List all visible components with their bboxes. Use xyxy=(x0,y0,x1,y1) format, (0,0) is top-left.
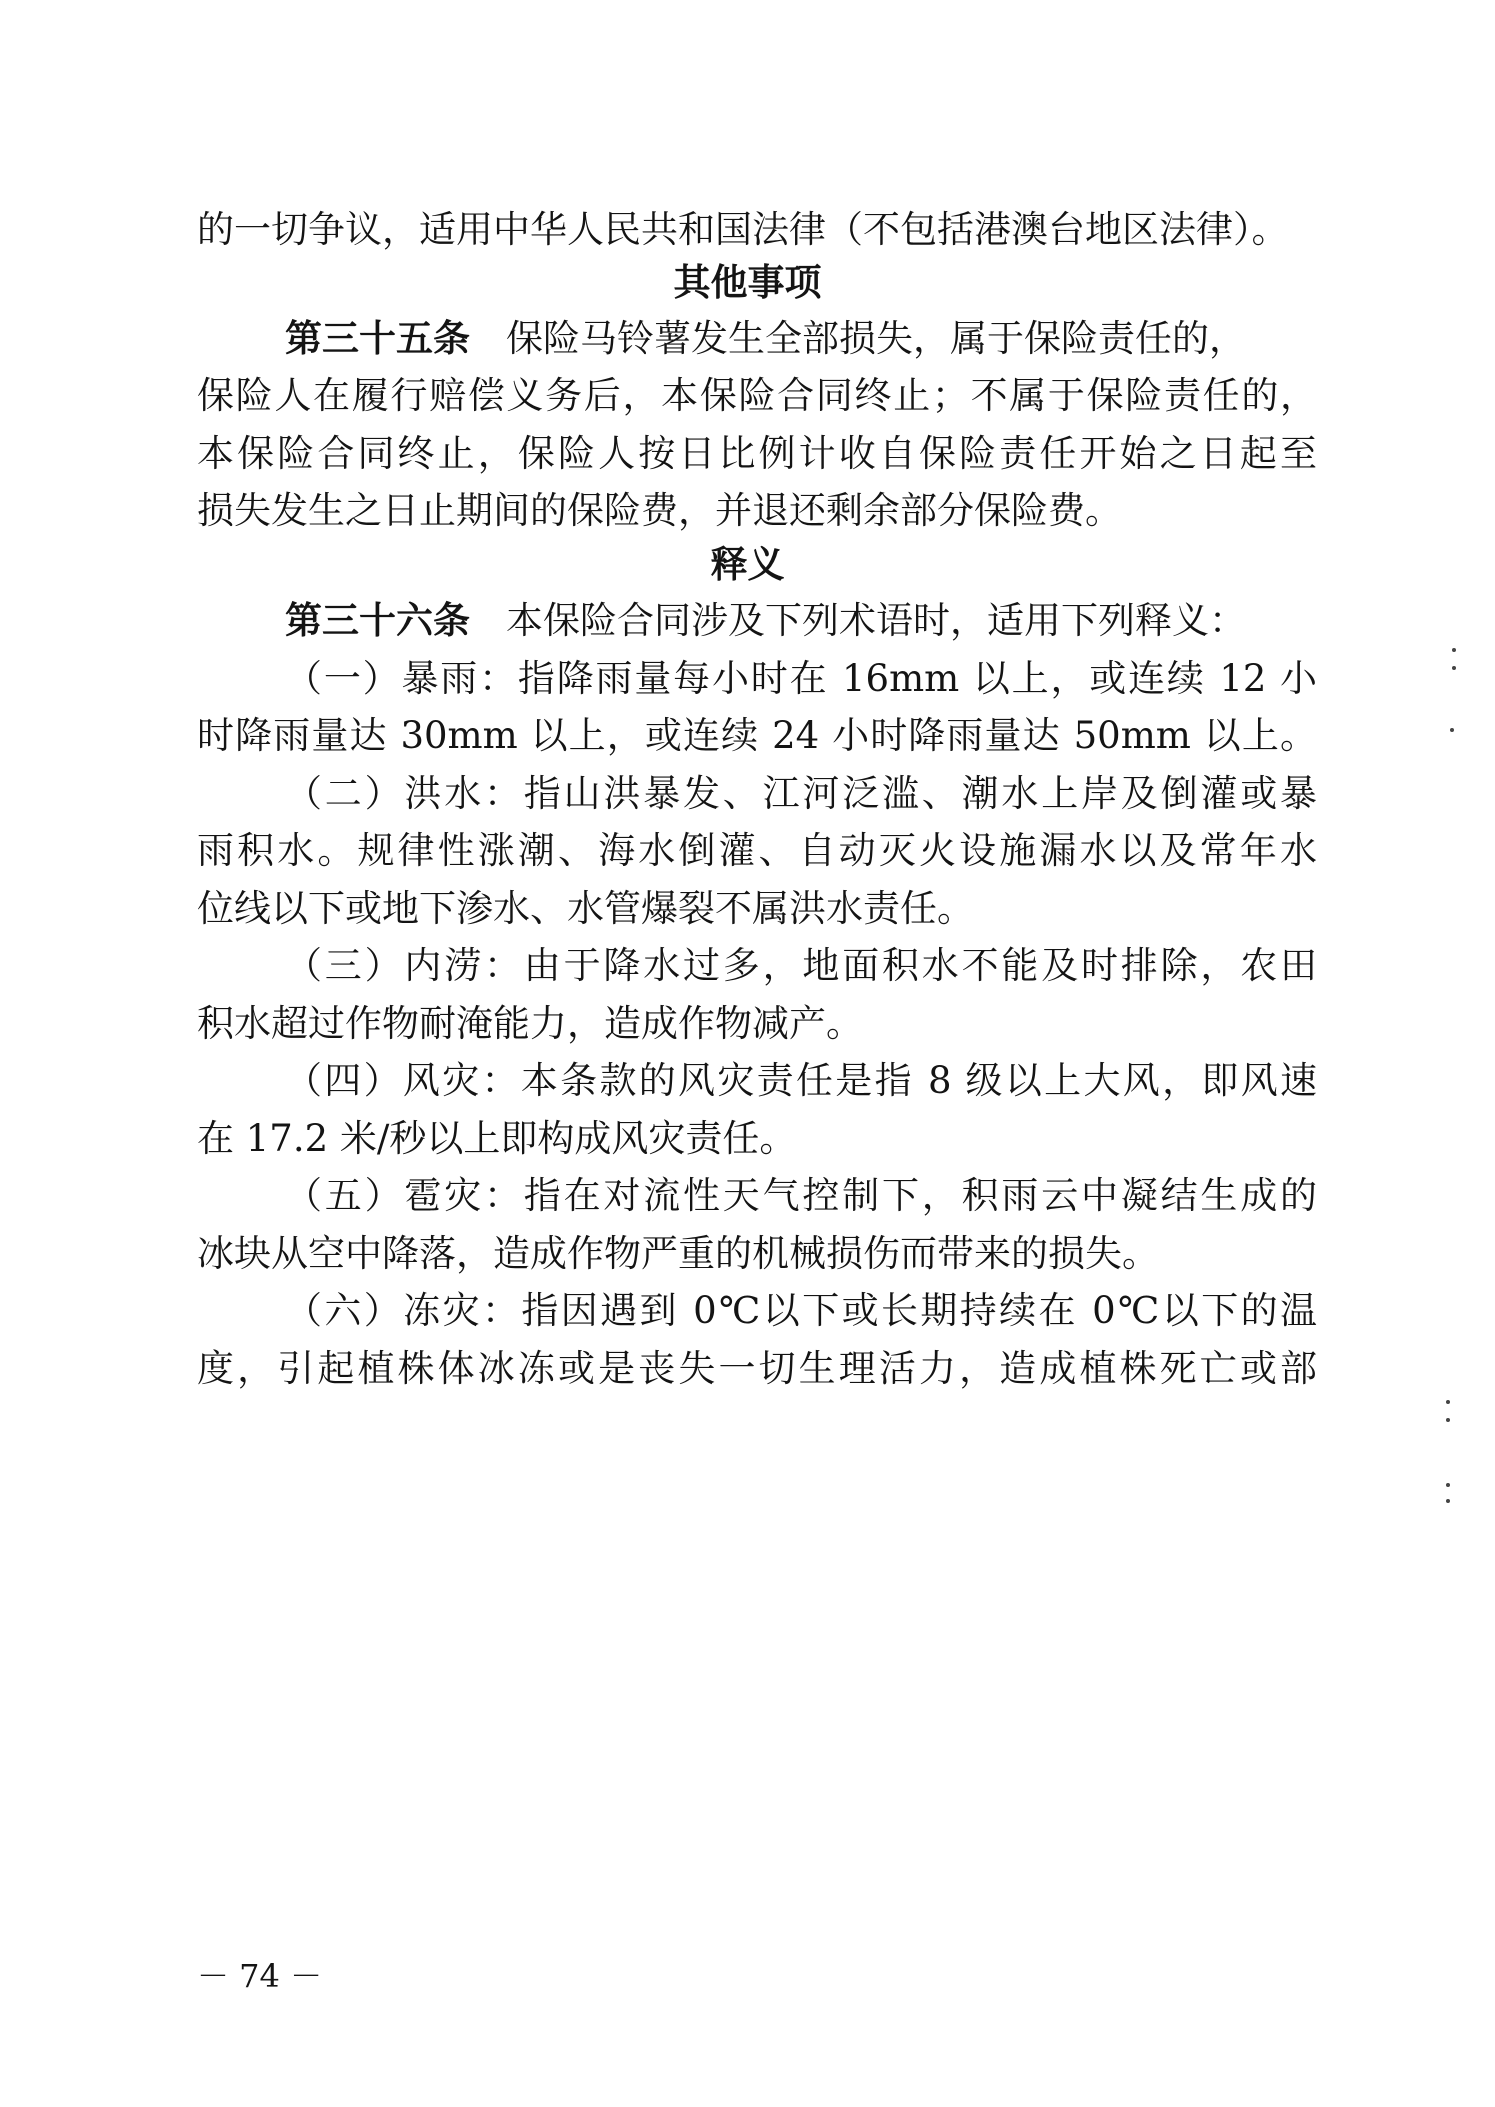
definition-line: （三）内涝：由于降水过多，地面积水不能及时排除，农田 xyxy=(285,944,1317,987)
definition-line: （六）冻灾：指因遇到 0℃以下或长期持续在 0℃以下的温 xyxy=(285,1289,1317,1332)
scan-speck xyxy=(1446,1400,1450,1404)
article-36-line xyxy=(285,596,1317,646)
paragraph-line: 在 17.2 米/秒以上即构成风灾责任。 xyxy=(197,1117,797,1160)
section-heading-definitions: 释义 xyxy=(710,543,785,586)
definition-line: （二）洪水：指山洪暴发、江河泛滥、潮水上岸及倒灌或暴 xyxy=(285,772,1317,815)
scan-speck xyxy=(1446,1499,1450,1503)
paragraph-line: 冰块从空中降落，造成作物严重的机械损伤而带来的损失。 xyxy=(197,1232,1159,1275)
paragraph-line: 本保险合同终止，保险人按日比例计收自保险责任开始之日起至 xyxy=(197,432,1317,475)
section-heading-other-matters: 其他事项 xyxy=(673,261,822,304)
article-35-line xyxy=(285,314,1317,364)
scan-speck xyxy=(1446,1483,1450,1487)
definition-line: （一）暴雨：指降雨量每小时在 16mm 以上，或连续 12 小 xyxy=(285,657,1317,700)
paragraph-line: 位线以下或地下渗水、水管爆裂不属洪水责任。 xyxy=(197,887,974,930)
paragraph-line: 的一切争议，适用中华人民共和国法律（不包括港澳台地区法律）。 xyxy=(197,208,1289,251)
page-number: － 74 － xyxy=(197,1957,323,1995)
paragraph-line: 时降雨量达 30mm 以上，或连续 24 小时降雨量达 50mm 以上。 xyxy=(197,714,1317,757)
paragraph-line: 雨积水。规律性涨潮、海水倒灌、自动灭火设施漏水以及常年水 xyxy=(197,829,1317,872)
scan-speck xyxy=(1452,648,1456,652)
paragraph-line: 损失发生之日止期间的保险费，并退还剩余部分保险费。 xyxy=(197,489,1122,532)
paragraph-line: 度，引起植株体冰冻或是丧失一切生理活力，造成植株死亡或部 xyxy=(197,1347,1317,1390)
article-number: 第三十六条 xyxy=(285,599,470,642)
article-number: 第三十五条 xyxy=(285,317,470,360)
definition-line: （四）风灾：本条款的风灾责任是指 8 级以上大风，即风速 xyxy=(285,1059,1317,1102)
paragraph-line: 积水超过作物耐淹能力，造成作物减产。 xyxy=(197,1002,863,1045)
scan-speck xyxy=(1452,666,1456,670)
paragraph-line: 保险人在履行赔偿义务后，本保险合同终止；不属于保险责任的， xyxy=(197,374,1317,417)
article-text: 保险马铃薯发生全部损失，属于保险责任的， xyxy=(506,317,1246,360)
scan-speck xyxy=(1446,1418,1450,1422)
article-text: 本保险合同涉及下列术语时，适用下列释义： xyxy=(506,599,1246,642)
definition-line: （五）雹灾：指在对流性天气控制下，积雨云中凝结生成的 xyxy=(285,1174,1317,1217)
scan-speck xyxy=(1450,728,1454,732)
